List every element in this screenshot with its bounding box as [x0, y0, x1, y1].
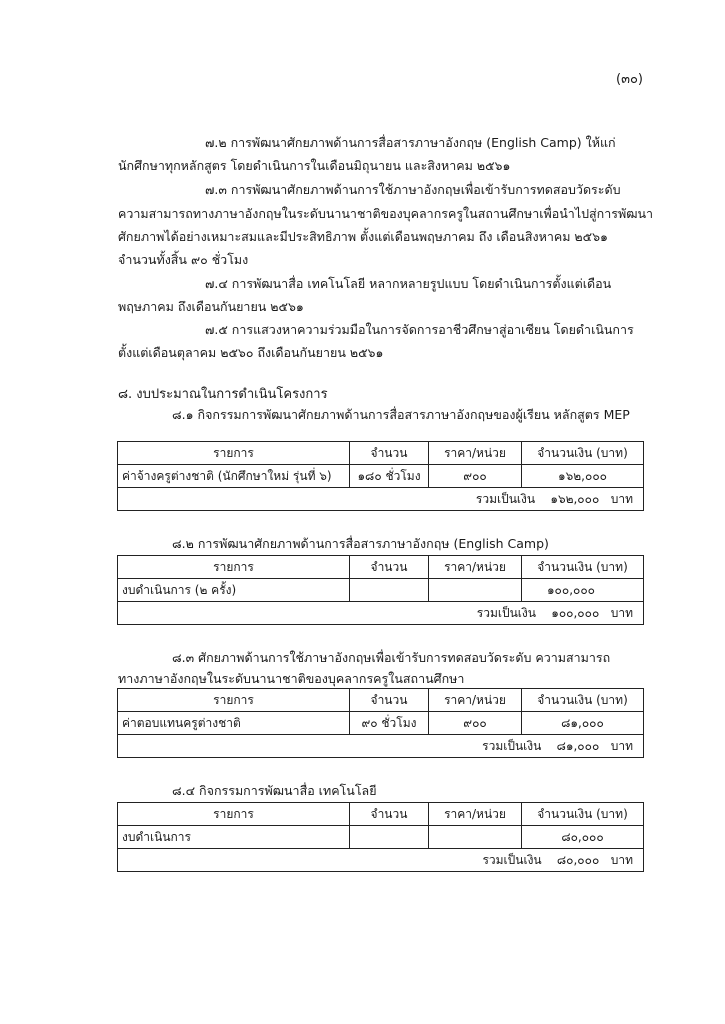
table-row [118, 712, 644, 735]
table-header-row [118, 556, 644, 579]
column-header: รายการ [118, 803, 350, 826]
column-header: จำนวน [350, 803, 429, 826]
total-amount: ๑๖๒,๐๐๐ [550, 491, 600, 506]
column-header: จำนวนเงิน (บาท) [522, 442, 644, 465]
total-amount: ๘๑,๐๐๐ [556, 738, 600, 753]
table-row [118, 579, 644, 602]
table-header-row [118, 442, 644, 465]
column-header: จำนวนเงิน (บาท) [522, 803, 644, 826]
table-title-line: ทางภาษาอังกฤษในระดับนานาชาติของบุคลากรครูในสถานศึกษา [118, 671, 465, 686]
table-title: ๘.๒ การพัฒนาศักยภาพด้านการสื่อสารภาษาอังกฤษ (English Camp) [172, 536, 549, 551]
amount-cell: ๑๖๒,๐๐๐ [522, 465, 644, 488]
table-title: ๘.๔ กิจกรรมการพัฒนาสื่อ เทคโนโลยี [172, 783, 377, 798]
text-line: ศักยภาพได้อย่างเหมาะสมและมีประสิทธิภาพ ตั้งแต่เดือนพฤษภาคม ถึง เดือนสิงหาคม ๒๕๖๑ [118, 229, 608, 244]
text-line: นักศึกษาทุกหลักสูตร โดยดำเนินการในเดือนมิถุนายน และสิงหาคม ๒๕๖๑ [118, 158, 511, 173]
item-cell: ค่าจ้างครูต่างชาติ (นักศึกษาใหม่ รุ่นที่ ๖) [118, 465, 350, 488]
unit-price-cell: ๙๐๐ [429, 465, 522, 488]
table-title: ๘.๑ กิจกรรมการพัฒนาศักยภาพด้านการสื่อสารภาษาอังกฤษของผู้เรียน หลักสูตร MEP [172, 407, 630, 422]
column-header: จำนวนเงิน (บาท) [522, 556, 644, 579]
qty-cell [350, 826, 429, 849]
table-row [118, 826, 644, 849]
text-line: ๗.๒ การพัฒนาศักยภาพด้านการสื่อสารภาษาอังกฤษ (English Camp) ให้แก่ [205, 135, 616, 150]
text-line: ตั้งแต่เดือนตุลาคม ๒๕๖๐ ถึงเดือนกันยายน ๒๕๖๑ [118, 345, 384, 360]
column-header: รายการ [118, 442, 350, 465]
total-label: รวมเป็นเงิน [482, 852, 542, 867]
section-heading: ๘. งบประมาณในการดำเนินโครงการ [118, 387, 328, 402]
total-cell [118, 849, 644, 872]
table-title: ๘.๓ ศักยภาพด้านการใช้ภาษาอังกฤษเพื่อเข้ารับการทดสอบวัดระดับ ความสามารถ [172, 650, 611, 665]
total-label: รวมเป็นเงิน [475, 491, 536, 506]
total-label: รวมเป็นเงิน [476, 605, 536, 620]
text-line: ๗.๕ การแสวงหาความร่วมมือในการจัดการอาชีวศึกษาสู่อาเซียน โดยดำเนินการ [205, 322, 634, 337]
column-header: ราคา/หน่วย [429, 803, 522, 826]
unit-price-cell: ๙๐๐ [429, 712, 522, 735]
amount-cell: ๑๐๐,๐๐๐ [522, 579, 644, 602]
item-cell: ค่าตอบแทนครูต่างชาติ [118, 712, 350, 735]
budget-table-8-1 [117, 441, 644, 511]
baht-label: บาท [610, 605, 633, 620]
baht-label: บาท [610, 738, 633, 753]
page-number: (๓๐) [616, 72, 643, 87]
total-row [118, 602, 644, 625]
column-header: รายการ [118, 556, 350, 579]
total-cell [118, 488, 644, 511]
total-amount: ๘๐,๐๐๐ [556, 852, 600, 867]
budget-table-8-2 [117, 555, 644, 625]
table-row [118, 465, 644, 488]
text-line: พฤษภาคม ถึงเดือนกันยายน ๒๕๖๑ [118, 299, 304, 314]
total-row [118, 488, 644, 511]
qty-cell: ๑๘๐ ชั่วโมง [350, 465, 429, 488]
total-amount: ๑๐๐,๐๐๐ [551, 605, 600, 620]
column-header: จำนวน [350, 689, 429, 712]
amount-cell: ๘๐,๐๐๐ [522, 826, 644, 849]
budget-table-8-4 [117, 802, 644, 872]
table-header-row [118, 689, 644, 712]
total-cell [118, 602, 644, 625]
text-line: ๗.๔ การพัฒนาสื่อ เทคโนโลยี หลากหลายรูปแบบ โดยดำเนินการตั้งแต่เดือน [205, 276, 612, 291]
baht-label: บาท [610, 852, 633, 867]
total-label: รวมเป็นเงิน [482, 738, 542, 753]
budget-table-8-3 [117, 688, 644, 758]
column-header: ราคา/หน่วย [429, 442, 522, 465]
column-header: จำนวน [350, 556, 429, 579]
total-cell [118, 735, 644, 758]
text-line: จำนวนทั้งสิ้น ๙๐ ชั่วโมง [118, 252, 249, 267]
unit-price-cell [429, 579, 522, 602]
column-header: จำนวน [350, 442, 429, 465]
column-header: รายการ [118, 689, 350, 712]
qty-cell [350, 579, 429, 602]
baht-label: บาท [610, 491, 633, 506]
amount-cell: ๘๑,๐๐๐ [522, 712, 644, 735]
column-header: ราคา/หน่วย [429, 556, 522, 579]
item-cell: งบดำเนินการ [118, 826, 350, 849]
column-header: ราคา/หน่วย [429, 689, 522, 712]
column-header: จำนวนเงิน (บาท) [522, 689, 644, 712]
table-header-row [118, 803, 644, 826]
total-row [118, 849, 644, 872]
unit-price-cell [429, 826, 522, 849]
qty-cell: ๙๐ ชั่วโมง [350, 712, 429, 735]
item-cell: งบดำเนินการ (๒ ครั้ง) [118, 579, 350, 602]
text-line: ความสามารถทางภาษาอังกฤษในระดับนานาชาติของบุคลากรครูในสถานศึกษาเพื่อนำไปสู่การพัฒนา [118, 206, 654, 221]
text-line: ๗.๓ การพัฒนาศักยภาพด้านการใช้ภาษาอังกฤษเพื่อเข้ารับการทดสอบวัดระดับ [205, 182, 621, 197]
total-row [118, 735, 644, 758]
